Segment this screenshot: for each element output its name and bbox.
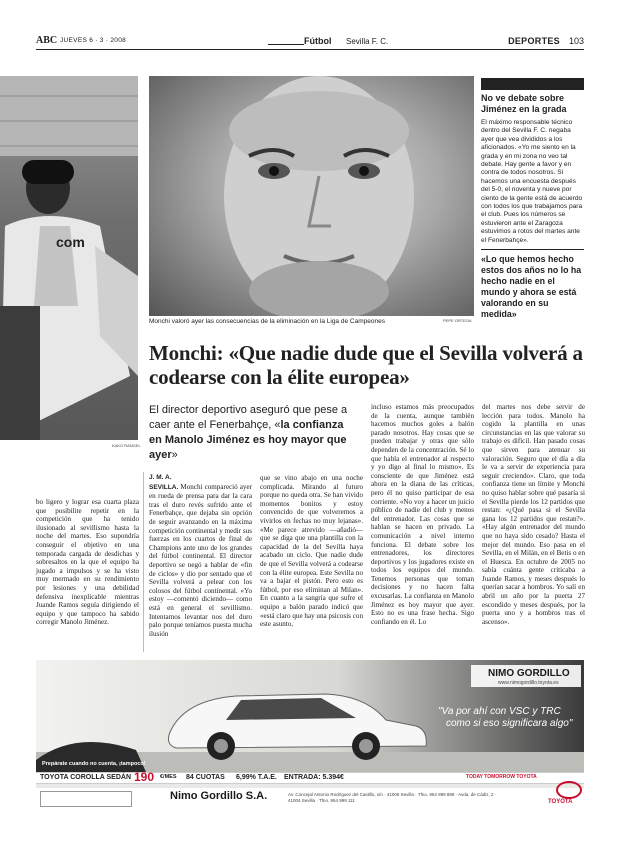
article-deck: El director deportivo aseguró que pese a caer ante el Fenerbahçe, «la confianza en Manolo Jiménez es hoy mayor que ayer» [149, 404, 348, 461]
car-advertisement [36, 660, 584, 788]
dealer-name: NIMO GORDILLO [488, 668, 570, 679]
ad-price: 190 [134, 770, 155, 784]
subsection-title: Sevilla F. C. [346, 37, 389, 46]
ad-company: Nimo Gordillo S.A. [170, 790, 268, 802]
main-photo [149, 76, 474, 316]
main-photo-credit: PEPE ORTEGA [443, 318, 472, 323]
ad-logos [40, 791, 132, 807]
sidebar-top-rule [481, 78, 584, 90]
sidebar-quote: «Lo que hemos hecho estos dos años no lo ha hecho nadie en el mundo y ahora se está valorando en su medida» [481, 254, 582, 320]
article-column-4: del martes nos debe servir de lección para todos. Manolo ha cogido la plantilla en unas circunstancias en las que valorar su trabajo es difícil. Han pasado cosas que sirven para atenuar su valoración. Seguro que el día a día le va a servir de experiencia para seguir creciendo». Claro, que toda confianza tiene un límite y Monchi no quiso hablar sobre qué pasaría si el Sevilla pierde los 12 partidos que restan: «¿Qué pasa si el Sevilla gana los 12 partidos que restan?». «Hay algún entrenador del mundo que no haya sido cesado? Hasta el mejor del mundo. Eso pasa en el Sevilla, en el Milán, en el Betis o en el Huesca. En octubre de 2005 no sabía cuánta gente criticaba a Juande Ramos, y meses después lo querían sacar a hombros. Yo salí en abril un año por la puerta 27 escondido y meses después, por la puerta uno y a hombros tras el ascenso». [482, 403, 585, 626]
ad-price-unit: €/MES [160, 774, 177, 780]
ad-tagline: Prepárate cuando no cuenta, ¡tampoco! [42, 761, 146, 767]
main-photo-caption: Monchi valoró ayer las consecuencias de la eliminación en la Liga de Campeones [149, 318, 385, 325]
article-column-2: que se vino abajo en una noche complicada. Mirando al futuro porque no queda otra. Se han vivido momentos bonitos y estoy convencido de que volveremos a vivirlos en fechas no muy lejanas». «Me parece atrevido —añadió— que se diga que una plantilla con la capacidad de la del Sevilla haya acabado un ciclo. Que nadie dude de que el Sevilla volverá a codearse con la élite europea. Este Sevilla no va a bajar el pistón. Pero esto es fútbol, por eso eliminan al Milan». En cuanto a la sangría que sufre el equipo a balón parado indicó que «está claro que hay una psicosis con este asunto, [260, 474, 363, 629]
sidebar-text: El máximo responsable técnico dentro del Sevilla F. C. negaba ayer que vea divididos a los aficionados. «Yo me siento en la grada y en mi zona no veo tal debate. Hay gente a favor y en contra de todos nosotros. Si hacemos una encuesta después del 5-0, el noventa y nueve por ciento de la gente está de acuerdo con todos los que trabajamos para el club. Pues los números se estuvieron ante el Zaragoza estuvimos a rotos del martes ante el Fenerbahçe». [481, 119, 583, 244]
ad-tae: 6,99% T.A.E. [236, 774, 277, 781]
byline: J. M. A. [149, 474, 172, 481]
player-illustration [0, 76, 138, 440]
left-photo-credit: KAKO RANGEL [112, 443, 141, 448]
department-label: DEPORTES [508, 36, 560, 46]
issue-date: JUEVES 6 · 3 · 2008 [60, 37, 127, 44]
page-header [36, 34, 584, 48]
newspaper-brand: ABC [36, 35, 58, 46]
ad-model: TOYOTA COROLLA SEDÁN [40, 774, 131, 781]
dealer-url: www.nimogordillo.toyota.es [498, 680, 559, 686]
sidebar-box [481, 78, 584, 318]
ad-slogan-line-2: como si eso significara algo" [446, 718, 573, 729]
ad-down-payment: ENTRADA: 5.394€ [284, 774, 344, 781]
left-photo [0, 76, 138, 440]
sidebar-title: No ve debate sobre Jiménez en la grada [481, 93, 567, 114]
shirt-sponsor: com [56, 234, 85, 250]
section-title: Fútbol [304, 36, 332, 46]
ad-brand-slogan: TODAY TOMORROW TOYOTA [466, 774, 537, 780]
ad-footer [36, 785, 584, 813]
article-column-1: J. M. A. SEVILLA. Monchi compareció ayer en rueda de prensa para dar la cara tras el duro revés sufrido ante el Fenerbahçe, que dejaba sin opción de seguir avanzando en la máxima competición continental y medir sus fuerzas en los cuartos de final de Champions ante uno de los grandes del fútbol continental. El director deportivo se negó a hablar de «fin de ciclos» y dio por sentado que el Sevilla volverá a pelear con los colosos del fútbol continental. «Yo estoy —comentó diciendo— como está en general el sevillismo. Intentamos levantar nos del duro palo porque teníamos puesta mucha ilusión [149, 474, 252, 638]
article-column-3: incluso estamos más preocupados de la cuenta, aunque también hacemos muchos goles a balón parado nosotros. Hay cosas que se pueden trabajar y otras que sólo dependen de la concentración. Sé lo que habla el entrenador al respecto y yo digo al final lo mismo». Es consciente de que Jiménez está ahora en la diana de las críticas, pero él no quiso participar de esa corriente. «No voy a hacer un juicio público de nadie del club y menos del entrenador. Las cosas que se hablan se hacen en privado. La comunicación a nivel interno funciona. El debate sobre los entrenadores, los directores deportivos y los jugadores existe en todos los equipos del mundo. Tenemos personas que toman decisiones y no hacen falta excusarlas. La confianza en Manolo Jiménez es hoy mayor que ayer. Esto no es una frase hecha. Sigo confiando en él. Lo [371, 403, 474, 626]
header-rule [36, 49, 584, 50]
brand-name: TOYOTA [548, 799, 573, 805]
toyota-logo-icon [556, 781, 582, 799]
portrait-illustration [149, 76, 474, 316]
ad-slogan-line-1: "Va por ahí con VSC y TRC [438, 706, 561, 717]
section-underline [268, 44, 304, 45]
dateline: SEVILLA. [149, 483, 179, 491]
article-headline: Monchi: «Que nadie dude que el Sevilla volverá a codearse con la élite europea» [149, 341, 583, 389]
deck-highlight: la confianza en Manolo Jiménez es hoy mayor que ayer [149, 419, 347, 461]
ad-address: Av. Concejal Antonio Rodríguez del Castillo, s/n · 41006 Sevilla · Tfno. 954 999 888 · Avda. de Cádiz, 2 · 41004 Sevilla · Tfno. 954 999 111 [288, 792, 497, 803]
article-column-left: bo ligero y lograr esa cuarta plaza que posibilite repetir en la competición que ha tenido ilusionado al sevillismo hasta la noche del martes. Eso supondría conseguir el objetivo en una temporada cargada de desdichas y sobresaltos en la que el equipo ha jugado a impulsos y se ha visto muy mermado en su rendimiento por lesiones y una debilidad defensiva inexplicable mientras Juande Ramos seguía dirigiendo el equipo y que tampoco ha sabido corregir Manolo Jiménez. [36, 498, 139, 627]
ad-price-bar [36, 772, 584, 784]
page-number: 103 [568, 36, 584, 46]
column-divider [143, 472, 144, 652]
ad-installments: 84 CUOTAS [186, 774, 225, 781]
sidebar-divider [481, 249, 584, 250]
